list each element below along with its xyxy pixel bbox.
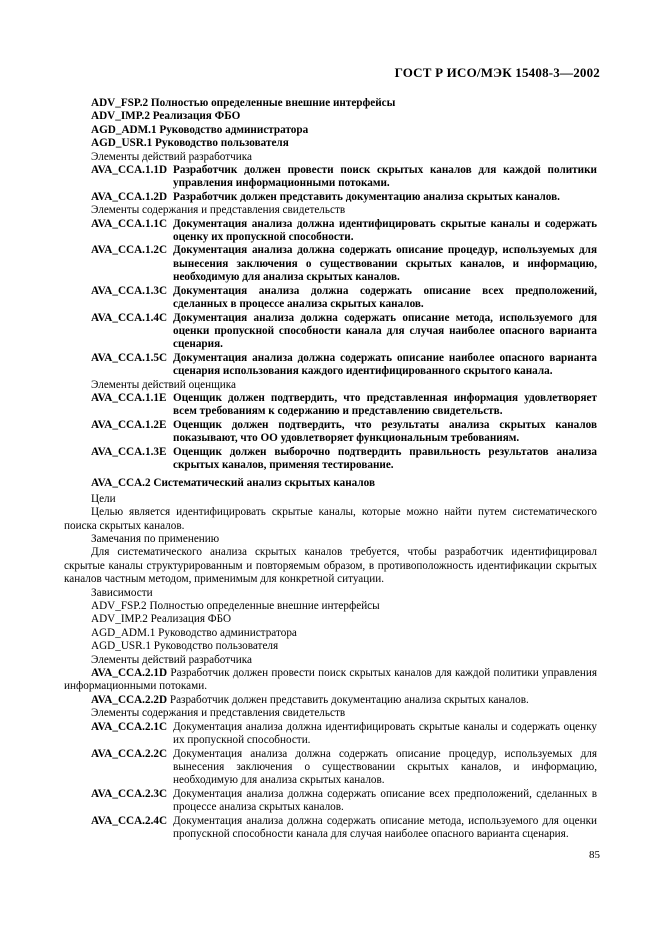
subsection-heading: Цели [91,492,116,505]
requirement-text: Документация анализа должна идентифицировать скрытые каналы и содержать оценку их пропускной способности. [173,720,597,747]
subsection-heading: Зависимости [91,586,153,599]
requirement-text: Документация анализа должна содержать описание всех предположений, сделанных в процессе анализа скрытых каналов. [173,284,597,311]
requirement-code: AVA_CCA.1.5C [91,351,168,364]
dependency-item: ADV_FSP.2 Полностью определенные внешние интерфейсы [91,97,396,109]
dependency-item: AGD_ADM.1 Руководство администратора [91,626,297,639]
requirement-text: Разработчик должен провести поиск скрытых каналов для каждой политики управления информационными потоками. [173,164,597,190]
paragraph: Для систематического анализа скрытых каналов требуется, чтобы разработчик идентифицировал скрытые каналы структурированным и повторяемым образом, в противоположность идентификации скрытых каналов частным методом, применимым для конкретной ситуации. [64,546,597,586]
requirement-item [64,244,597,284]
page-number: 85 [589,849,600,861]
requirement-item [64,164,597,191]
paragraph: Целью является идентифицировать скрытые каналы, которые можно найти путем систематического поиска скрытых каналов. [64,506,597,532]
page-content [64,97,597,841]
requirement-code: AVA_CCA.2.4C [91,814,168,827]
requirement-text: Разработчик должен представить документацию анализа скрытых каналов. [169,693,529,706]
requirement-code: AVA_CCA.2.3C [91,787,168,800]
requirement-code: AVA_CCA.1.1C [91,217,168,230]
requirement-item [64,419,597,446]
dependency-item: AGD_USR.1 Руководство пользователя [91,640,279,653]
requirement-item [64,392,597,419]
subsection-heading: Замечания по применению [91,533,220,545]
requirement-text: Документация анализа должна идентифицировать скрытые каналы и содержать оценку их пропускной способности. [173,217,597,244]
requirement-item [64,446,597,473]
requirement-text: Документация анализа должна содержать описание метода, используемого для оценки пропускной способности канала для случая наиболее опасного варианта сценария. [173,311,597,351]
page-header: ГОСТ Р ИСО/МЭК 15408-3—2002 [394,65,600,80]
requirement-item [64,694,597,707]
requirement-text: Оценщик должен подтвердить, что представленная информация удовлетворяет всем требованиям к содержанию и представлению свидетельств. [173,391,597,418]
requirement-item [64,352,597,379]
requirement-item [64,788,597,815]
requirement-item [64,191,597,204]
requirement-item [64,285,597,312]
requirement-text: Оценщик должен подтвердить, что результаты анализа скрытых каналов показывают, что ОО удовлетворяет функциональным требованиям. [173,418,597,445]
dependency-item: ADV_IMP.2 Реализация ФБО [91,110,241,123]
requirement-code: AVA_CCA.1.3E [91,445,167,458]
requirement-code: AVA_CCA.1.4C [91,311,168,324]
requirement-text: Документация анализа должна содержать описание наиболее опасного варианта сценария использования каждого идентифицированного скрытого канала. [173,351,597,378]
section-heading: Элементы действий разработчика [91,653,252,666]
section-heading: Элементы действий разработчика [91,150,252,163]
requirement-code: AVA_CCA.1.1E [91,391,167,404]
requirement-code: AVA_CCA.1.2E [91,418,167,431]
requirement-text: Документация анализа должна содержать описание процедур, используемых для вынесения заключения о существовании скрытых каналов, и информацию, необходимую для анализа скрытых каналов. [173,244,597,284]
requirement-code: AVA_CCA.1.2D [91,190,168,203]
requirement-code: AVA_CCA.1.3C [91,284,168,297]
dependency-item: ADV_IMP.2 Реализация ФБО [91,613,232,626]
requirement-code: AVA_CCA.2.2D [91,693,168,706]
section-heading: Элементы действий оценщика [91,378,236,391]
requirement-code: AVA_CCA.1.1D [91,164,168,177]
requirement-code: AVA_CCA.2.2C [91,747,168,760]
requirement-item [64,721,597,748]
requirement-item [64,667,597,694]
requirement-code: AVA_CCA.1.2C [91,244,168,257]
requirement-text: Документация анализа должна содержать описание метода, используемого для оценки пропускной способности канала для случая наиболее опасного варианта сценария. [173,814,597,840]
section-heading: Элементы содержания и представления свидетельств [91,707,346,720]
requirement-item [64,312,597,352]
requirement-text: Разработчик должен представить документацию анализа скрытых каналов. [173,190,560,203]
section-heading: Элементы содержания и представления свидетельств [91,204,346,217]
dependency-item: AGD_USR.1 Руководство пользователя [91,137,289,150]
requirement-item [64,218,597,245]
requirement-item [64,748,597,788]
section-title: AVA_CCA.2 Систематический анализ скрытых каналов [91,477,375,490]
requirement-item [64,815,597,842]
requirement-text: Документация анализа должна содержать описание всех предположений, сделанных в процессе анализа скрытых каналов. [173,787,597,814]
requirement-code: AVA_CCA.2.1D [91,667,168,680]
dependency-item: AGD_ADM.1 Руководство администратора [91,123,309,136]
requirement-text: Документация анализа должна содержать описание процедур, используемых для вынесения заключения о существовании скрытых каналов, и информацию, необходимую для анализа скрытых каналов. [173,747,597,787]
requirement-text: Оценщик должен выборочно подтвердить правильность результатов анализа скрытых каналов, применяя тестирование. [173,445,597,471]
dependency-item: ADV_FSP.2 Полностью определенные внешние интерфейсы [91,600,380,613]
requirement-text: Разработчик должен провести поиск скрытых каналов для каждой политики управления информационными потоками. [64,667,597,693]
requirement-code: AVA_CCA.2.1C [91,720,168,733]
